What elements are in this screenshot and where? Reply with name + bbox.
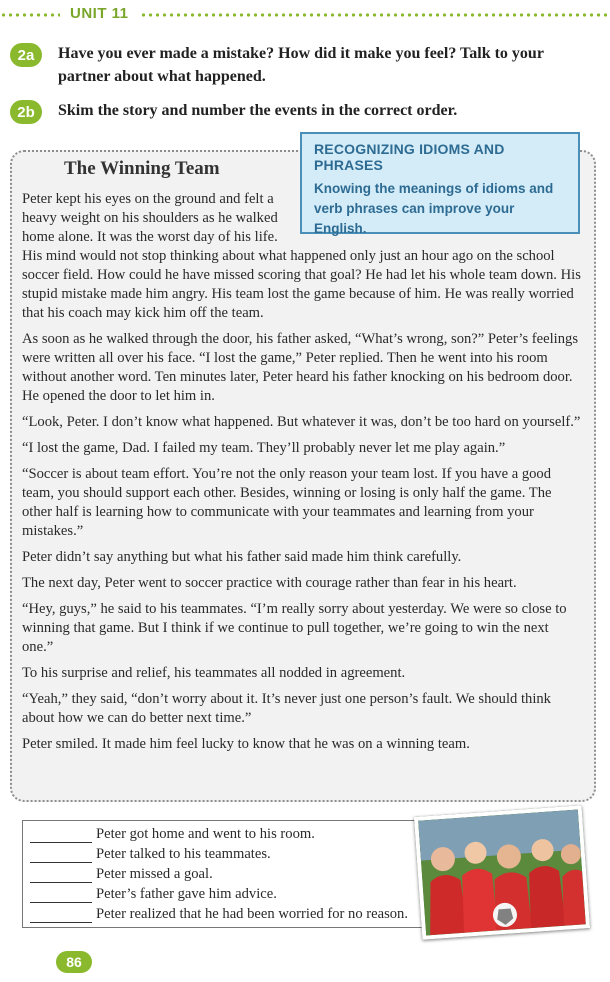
task-2b (10, 99, 578, 124)
story-paragraph: Peter smiled. It made him feel lucky to know that he was on a winning team. (22, 736, 470, 752)
story-title: The Winning Team (64, 158, 220, 179)
unit-header (0, 4, 610, 24)
page-number: 86 (56, 951, 92, 973)
answer-blank[interactable] (30, 827, 92, 843)
story-paragraph: To his surprise and relief, his teammates all nodded in agreement. (22, 665, 406, 681)
event-text: Peter talked to his teammates. (96, 846, 271, 862)
story-paragraph: As soon as he walked through the door, his father asked, “What’s wrong, son?” Peter’s feelings were written all over his face. “I lost the game,” Peter replied. Then he went into his room without another word. Ten minutes later, Peter heard his father knocking on his bedroom door. He opened the door to let him in. (22, 331, 579, 404)
answer-blank[interactable] (30, 907, 92, 923)
task-2a (10, 42, 578, 88)
story-paragraph: Peter kept his eyes on the ground and felt a heavy weight on his shoulders as he walked home alone. It was the worst day of his life. His mind would not stop thinking about what happened only just an hour ago on the school soccer field. How could he have missed scoring that goal? He had let his whole team down. His stupid mistake made him angry. His team lost the game because of him. He was really worried that his coach may kick him off the team. (22, 191, 581, 321)
answer-blank[interactable] (30, 887, 92, 903)
event-item (30, 906, 408, 923)
story-paragraph: “Yeah,” they said, “don’t worry about it. It’s never just one person’s fault. We should think about how we can do better next time.” (22, 691, 551, 726)
task-badge: 2a (10, 43, 42, 67)
event-item (30, 886, 277, 903)
soccer-team-photo (414, 805, 590, 939)
answer-blank[interactable] (30, 847, 92, 863)
event-item (30, 866, 213, 883)
float-spacer (292, 190, 582, 240)
event-item (30, 846, 271, 863)
idioms-tip-title: RECOGNIZING IDIOMS AND PHRASES (314, 141, 505, 173)
task-text: Skim the story and number the events in the correct order. (58, 102, 458, 119)
story-text (22, 190, 582, 761)
soccer-team-illustration (418, 810, 586, 936)
event-text: Peter realized that he had been worried for no reason. (96, 906, 409, 922)
task-badge: 2b (10, 100, 42, 124)
idioms-tip-body: Knowing the meanings of idioms and verb phrases can improve your English. (314, 181, 554, 236)
event-text: Peter’s father gave him advice. (96, 886, 277, 902)
story-paragraph: “Look, Peter. I don’t know what happened. But whatever it was, don’t be too hard on yourself.” (22, 414, 581, 430)
event-text: Peter got home and went to his room. (96, 826, 315, 842)
answer-blank[interactable] (30, 867, 92, 883)
story-paragraph: The next day, Peter went to soccer practice with courage rather than fear in his heart. (22, 575, 517, 591)
story-paragraph: “Soccer is about team effort. You’re not the only reason your team lost. If you have a good team, you should support each other. Besides, winning or losing is only half the game. The other half is learning how to communicate with your teammates and learning from your mistakes.” (22, 466, 552, 539)
story-paragraph: Peter didn’t say anything but what his father said made him think carefully. (22, 549, 462, 565)
dotted-rule-right (140, 13, 610, 17)
event-item (30, 826, 315, 843)
story-paragraph: “Hey, guys,” he said to his teammates. “I’m really sorry about yesterday. We were so close to winning that game. But I think if we continue to pull together, we’re going to win the next one.” (22, 601, 567, 655)
dotted-rule-left (0, 13, 60, 17)
task-text: Have you ever made a mistake? How did it make you feel? Talk to your partner about what happened. (58, 45, 544, 85)
event-text: Peter missed a goal. (96, 866, 213, 882)
unit-label: UNIT 11 (70, 5, 129, 22)
story-paragraph: “I lost the game, Dad. I failed my team. They’ll probably never let me play again.” (22, 440, 506, 456)
